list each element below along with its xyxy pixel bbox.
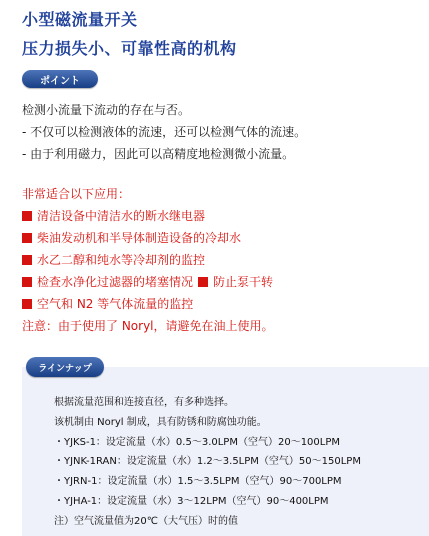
application-text: 空气和 N2 等气体流量的监控 [37, 297, 194, 311]
point-badge: ポイント [22, 70, 98, 88]
application-text: 防止泵干转 [213, 275, 274, 289]
application-text: 清洁设备中清洁水的断水继电器 [37, 209, 206, 223]
red-square-bullet-icon [22, 277, 32, 287]
intro-section [22, 99, 306, 165]
applications-section [22, 183, 274, 337]
lineup-model-row: ・YJKS-1：设定流量（水）0.5～3.0LPM（空气）20～100LPM [54, 436, 341, 448]
intro-line: - 不仅可以检测液体的流速，还可以检测气体的流速。 [22, 125, 307, 139]
red-square-bullet-icon [22, 211, 32, 221]
red-square-bullet-icon [22, 255, 32, 265]
applications-heading: 非常适合以下应用： [22, 187, 131, 201]
application-text: 水乙二醇和纯水等冷却剂的监控 [37, 253, 206, 267]
red-square-bullet-icon [22, 299, 32, 309]
application-item [22, 249, 274, 271]
application-item [22, 227, 274, 249]
lineup-footnote: 注）空气流量值为20℃（大气压）时的值 [54, 515, 238, 527]
application-item [22, 271, 274, 293]
application-text: 检查水净化过滤器的堵塞情况 [37, 275, 194, 289]
title-line-1: 小型磁流量开关 [22, 10, 138, 29]
lineup-text [54, 393, 361, 532]
usage-note: 注意：由于使用了 Noryl，请避免在油上使用。 [22, 319, 274, 333]
intro-line: 检测小流量下流动的存在与否。 [22, 103, 191, 117]
application-item [22, 205, 274, 227]
lineup-line: 该机制由 Noryl 制成，具有防锈和防腐蚀功能。 [54, 416, 267, 428]
lineup-model-row: ・YJHA-1：设定流量（水）3～12LPM（空气）90～400LPM [54, 495, 329, 507]
application-item [22, 293, 274, 315]
title-line-2: 压力损失小、可靠性高的机构 [22, 39, 237, 58]
lineup-line: 根据流量范围和连接直径，有多种选择。 [54, 397, 234, 408]
lineup-tab: ラインナップ [26, 357, 104, 377]
intro-line: - 由于利用磁力，因此可以高精度地检测微小流量。 [22, 147, 295, 161]
red-square-bullet-icon [22, 233, 32, 243]
application-text: 柴油发动机和半导体制造设备的冷却水 [37, 231, 242, 245]
lineup-model-row: ・YJRN-1：设定流量（水）1.5～3.5LPM（空气）90～700LPM [54, 476, 342, 488]
lineup-model-row: ・YJNK-1RAN：设定流量（水）1.2～3.5LPM（空气）50～150LPM [54, 456, 361, 468]
red-square-bullet-icon [198, 277, 208, 287]
